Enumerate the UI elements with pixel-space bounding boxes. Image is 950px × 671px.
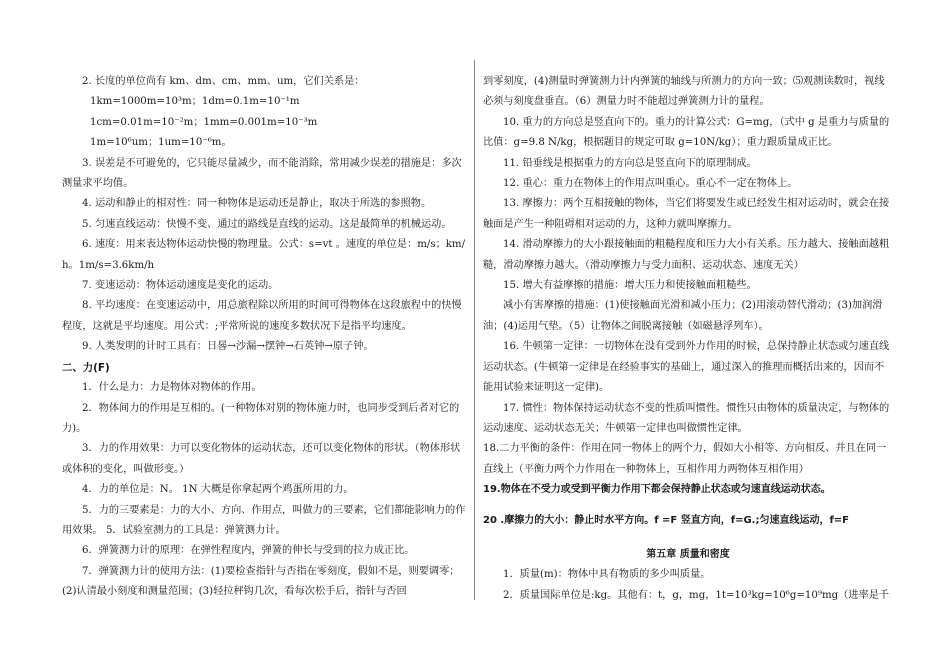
paragraph: 7．弹簧测力计的使用方法：(1)要检查指针与否指在零刻度，假如不是，则要调零；(2)认清最小刻度和测量范围；(3)轻拉秤钩几次，看每次松手后，指针与否回 [62,565,460,598]
paragraph: 1m=10⁶um；1um=10⁻⁶m。 [90,137,232,149]
column-divider [474,60,475,600]
paragraph: 1cm=0.01m=10⁻²m；1mm=0.001m=10⁻³m [90,116,318,128]
section-heading: 二、力(F) [62,361,110,374]
paragraph: 2．物体间力的作用是互相的。(一种物体对别的物体施力时，也同步受到后者对它的力)。 [62,402,460,434]
spacer [483,501,893,511]
paragraph: 2．质量国际单位是:kg。其他有：t，g，mg，1t=10³kg=10⁶g=10⁹mg（进率是千 [503,589,890,601]
paragraph: 16. 牛顿第一定律：一切物体在没有受到外力作用的时候，总保持静止状态或匀速直线运动状态。(牛顿第一定律是在经验事实的基础上，通过深入的推理而概括出来的，因而不能用试验来证明这一定律)。 [483,341,890,394]
paragraph: 3. 误差是不可避免的，它只能尽量减少，而不能消除，常用减少误差的措施是：多次测量求平均值。 [62,157,462,190]
paragraph: 1．什么是力：力是物体对物体的作用。 [82,382,262,394]
paragraph: 6．弹簧测力计的原理：在弹性程度内，弹簧的伸长与受到的拉力成正比。 [82,545,415,557]
right-column [483,72,893,606]
paragraph: 4．力的单位是：N。 1N 大概是你拿起两个鸡蛋所用的力。 [82,484,354,496]
paragraph: 13. 摩擦力：两个互相接触的物体，当它们将要发生或已经发生相对运动时，就会在接触面是产生一种阻碍相对运动的力，这种力就叫摩擦力。 [483,198,890,230]
paragraph: 6. 速度：用来表达物体运动快慢的物理量。公式：s=vt 。速度的单位是：m/s；km/h。1m/s=3.6km/h [62,239,466,271]
paragraph: 12. 重心：重力在物体上的作用点叫重心。重心不一定在物体上。 [503,178,798,190]
left-column [62,72,466,603]
section-heading: 20 .摩擦力的大小：静止时水平方向。f =F 竖直方向，f=G.;匀速直线运动，f=F [483,514,850,526]
paragraph: 15. 增大有益摩擦的措施：增大压力和使接触面粗糙些。 [503,280,757,292]
paragraph: 1．质量(m)：物体中具有物质的多少叫质量。 [503,569,711,581]
paragraph: 11. 铅垂线是根据重力的方向总是竖直向下的原理制成。 [503,157,757,169]
paragraph: 7. 变速运动：物体运动速度是变化的运动。 [82,280,279,292]
paragraph: 1km=1000m=10³m；1dm=0.1m=10⁻¹m [90,96,300,108]
paragraph: 14. 滑动摩擦力的大小跟接触面的粗糙程度和压力大小有关系。压力越大、接触面越粗糙，滑动摩擦力越大。（滑动摩擦力与受力面积、运动状态、速度无关） [483,239,890,271]
paragraph: 3．力的作用效果：力可以变化物体的运动状态，还可以变化物体的形状。（物体形状或体积的变化，叫做形变。） [62,443,461,475]
paragraph: 2. 长度的单位尚有 km、dm、cm、mm、um，它们关系是： [82,76,365,87]
section-heading: 第五章 质量和密度 [646,548,730,560]
paragraph: 9. 人类发明的计时工具有：日晷→沙漏→摆钟→石英钟→原子钟。 [82,341,374,353]
paragraph: 18.二力平衡的条件：作用在同一物体上的两个力，假如大小相等、方向相反、并且在同一直线上（平衡力两个力作用在一种物体上，互相作用力两物体互相作用） [483,443,887,475]
spacer [483,531,893,545]
paragraph: 10. 重力的方向总是竖直向下的。重力的计算公式：G=mg，（式中 g 是重力与质量的比值：g=9.8 N/kg，根据题目的规定可取 g=10N/kg）；重力跟质量成正比。 [483,116,890,149]
paragraph: 到零刻度，(4)测量时弹簧测力计内弹簧的轴线与所测力的方向一致；⑸观测读数时，视线必须与刻度盘垂直。（6）测量力时不能超过弹簧测力计的量程。 [483,76,885,108]
paragraph: 减小有害摩擦的措施：(1)使接触面光滑和减小压力；(2)用滚动替代滑动；(3)加润滑油；(4)运用气垫。（5）让物体之间脱离接触（如磁悬浮列车）。 [483,300,883,332]
paragraph: 8. 平均速度：在变速运动中，用总旅程除以所用的时间可得物体在这段旅程中的快慢程度，这就是平均速度。用公式：;平常所说的速度多数状况下是指平均速度。 [62,300,462,332]
paragraph: 4. 运动和静止的相对性：同一种物体是运动还是静止，取决于所选的参照物。 [82,198,432,210]
paragraph: 17. 惯性：物体保持运动状态不变的性质叫惯性。惯性只由物体的质量决定，与物体的运动速度、运动状态无关；牛顿第一定律也叫做惯性定律。 [483,402,890,434]
paragraph: 5. 匀速直线运动：快慢不变、通过的路线是直线的运动。这是最简单的机械运动。 [82,218,452,230]
paragraph: 5．力的三要素是：力的大小、方向、作用点，叫做力的三要素，它们都能影响力的作用效果。 5．试验室测力的工具是：弹簧测力计。 [62,504,466,536]
section-heading: 19.物体在不受力或受到平衡力作用下都会保持静止状态或匀速直线运动状态。 [483,484,831,496]
